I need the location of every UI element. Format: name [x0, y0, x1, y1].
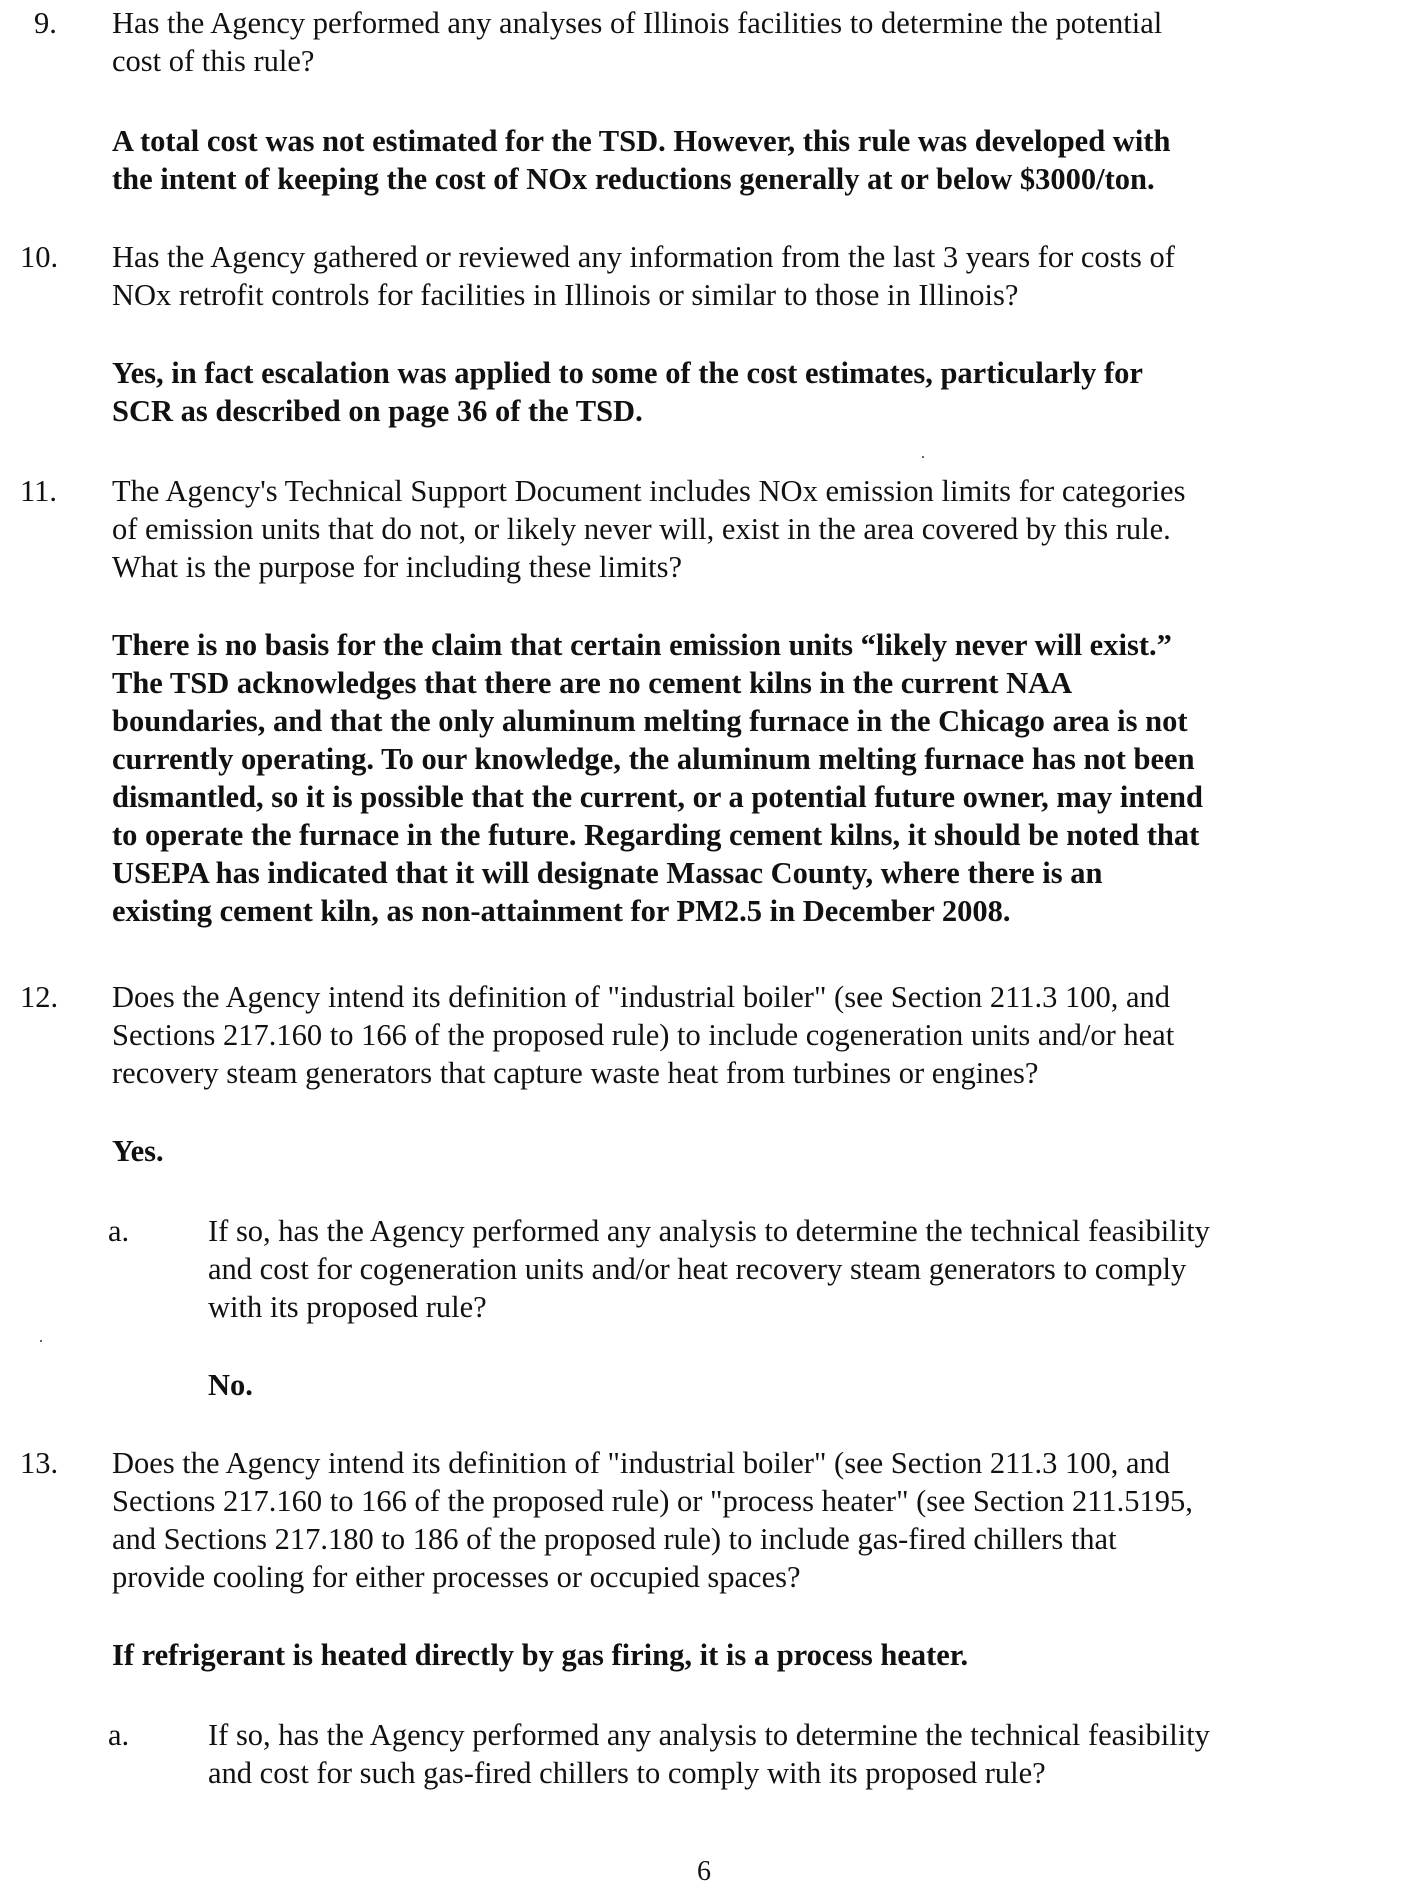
answer-line: The TSD acknowledges that there are no cement kilns in the current NAA	[112, 666, 1073, 700]
answer-line: Yes, in fact escalation was applied to some of the cost estimates, particularly for	[112, 356, 1143, 390]
answer-line: the intent of keeping the cost of NOx reductions generally at or below $3000/ton.	[112, 162, 1155, 196]
question-line: provide cooling for either processes or occupied spaces?	[112, 1560, 801, 1594]
question-10	[112, 238, 1175, 314]
question-9	[112, 4, 1162, 80]
question-13	[112, 1444, 1193, 1596]
sub-answer-12a	[208, 1366, 253, 1404]
sub-question-13a	[208, 1716, 1210, 1792]
answer-line: A total cost was not estimated for the TSD. However, this rule was developed with	[112, 124, 1171, 158]
question-11	[112, 472, 1185, 586]
answer-line: dismantled, so it is possible that the current, or a potential future owner, may intend	[112, 780, 1203, 814]
question-line: and Sections 217.180 to 186 of the proposed rule) to include gas-fired chillers that	[112, 1522, 1117, 1556]
question-line: Has the Agency gathered or reviewed any information from the last 3 years for costs of	[112, 240, 1175, 274]
item-number: 13.	[20, 1446, 59, 1480]
item-number: 9.	[34, 6, 57, 40]
answer-10	[112, 354, 1143, 430]
answer-line: currently operating. To our knowledge, the aluminum melting furnace has not been	[112, 742, 1195, 776]
item-number: 12.	[20, 980, 59, 1014]
question-line: cost of this rule?	[112, 44, 315, 78]
answer-line: boundaries, and that the only aluminum melting furnace in the Chicago area is not	[112, 704, 1188, 738]
question-line: with its proposed rule?	[208, 1290, 487, 1324]
answer-line: If refrigerant is heated directly by gas firing, it is a process heater.	[112, 1638, 969, 1672]
question-line: recovery steam generators that capture waste heat from turbines or engines?	[112, 1056, 1039, 1090]
answer-9	[112, 122, 1170, 198]
question-line: Has the Agency performed any analyses of Illinois facilities to determine the potential	[112, 6, 1163, 40]
answer-line: There is no basis for the claim that certain emission units “likely never will exist.”	[112, 628, 1172, 662]
question-line: Sections 217.160 to 166 of the proposed rule) or "process heater" (see Section 211.5195,	[112, 1484, 1193, 1518]
item-number: 11.	[20, 474, 57, 508]
answer-line: to operate the furnace in the future. Regarding cement kilns, it should be noted that	[112, 818, 1200, 852]
sub-question-12a	[208, 1212, 1210, 1326]
question-line: Does the Agency intend its definition of "industrial boiler" (see Section 211.3 100, and	[112, 1446, 1171, 1480]
scan-speck	[922, 456, 924, 458]
item-number: 10.	[20, 240, 59, 274]
question-line: NOx retrofit controls for facilities in Illinois or similar to those in Illinois?	[112, 278, 1019, 312]
question-line: If so, has the Agency performed any analysis to determine the technical feasibility	[208, 1718, 1210, 1752]
scan-speck	[40, 1340, 42, 1342]
answer-12	[112, 1132, 164, 1170]
sub-item-letter: a.	[108, 1718, 130, 1752]
answer-line: Yes.	[112, 1134, 164, 1168]
sub-item-letter: a.	[108, 1214, 130, 1248]
answer-line: existing cement kiln, as non-attainment for PM2.5 in December 2008.	[112, 894, 1011, 928]
question-line: Sections 217.160 to 166 of the proposed rule) to include cogeneration units and/or heat	[112, 1018, 1175, 1052]
answer-11	[112, 626, 1203, 930]
question-line: Does the Agency intend its definition of "industrial boiler" (see Section 211.3 100, and	[112, 980, 1171, 1014]
answer-line: SCR as described on page 36 of the TSD.	[112, 394, 643, 428]
question-line: and cost for cogeneration units and/or heat recovery steam generators to comply	[208, 1252, 1187, 1286]
answer-line: USEPA has indicated that it will designate Massac County, where there is an	[112, 856, 1103, 890]
question-line: of emission units that do not, or likely never will, exist in the area covered by this rule.	[112, 512, 1171, 546]
answer-13	[112, 1636, 968, 1674]
question-line: If so, has the Agency performed any analysis to determine the technical feasibility	[208, 1214, 1210, 1248]
page-number: 6	[697, 1856, 711, 1887]
question-line: The Agency's Technical Support Document includes NOx emission limits for categories	[112, 474, 1186, 508]
question-line: and cost for such gas-fired chillers to comply with its proposed rule?	[208, 1756, 1046, 1790]
question-12	[112, 978, 1174, 1092]
question-line: What is the purpose for including these limits?	[112, 550, 683, 584]
answer-line: No.	[208, 1368, 253, 1402]
